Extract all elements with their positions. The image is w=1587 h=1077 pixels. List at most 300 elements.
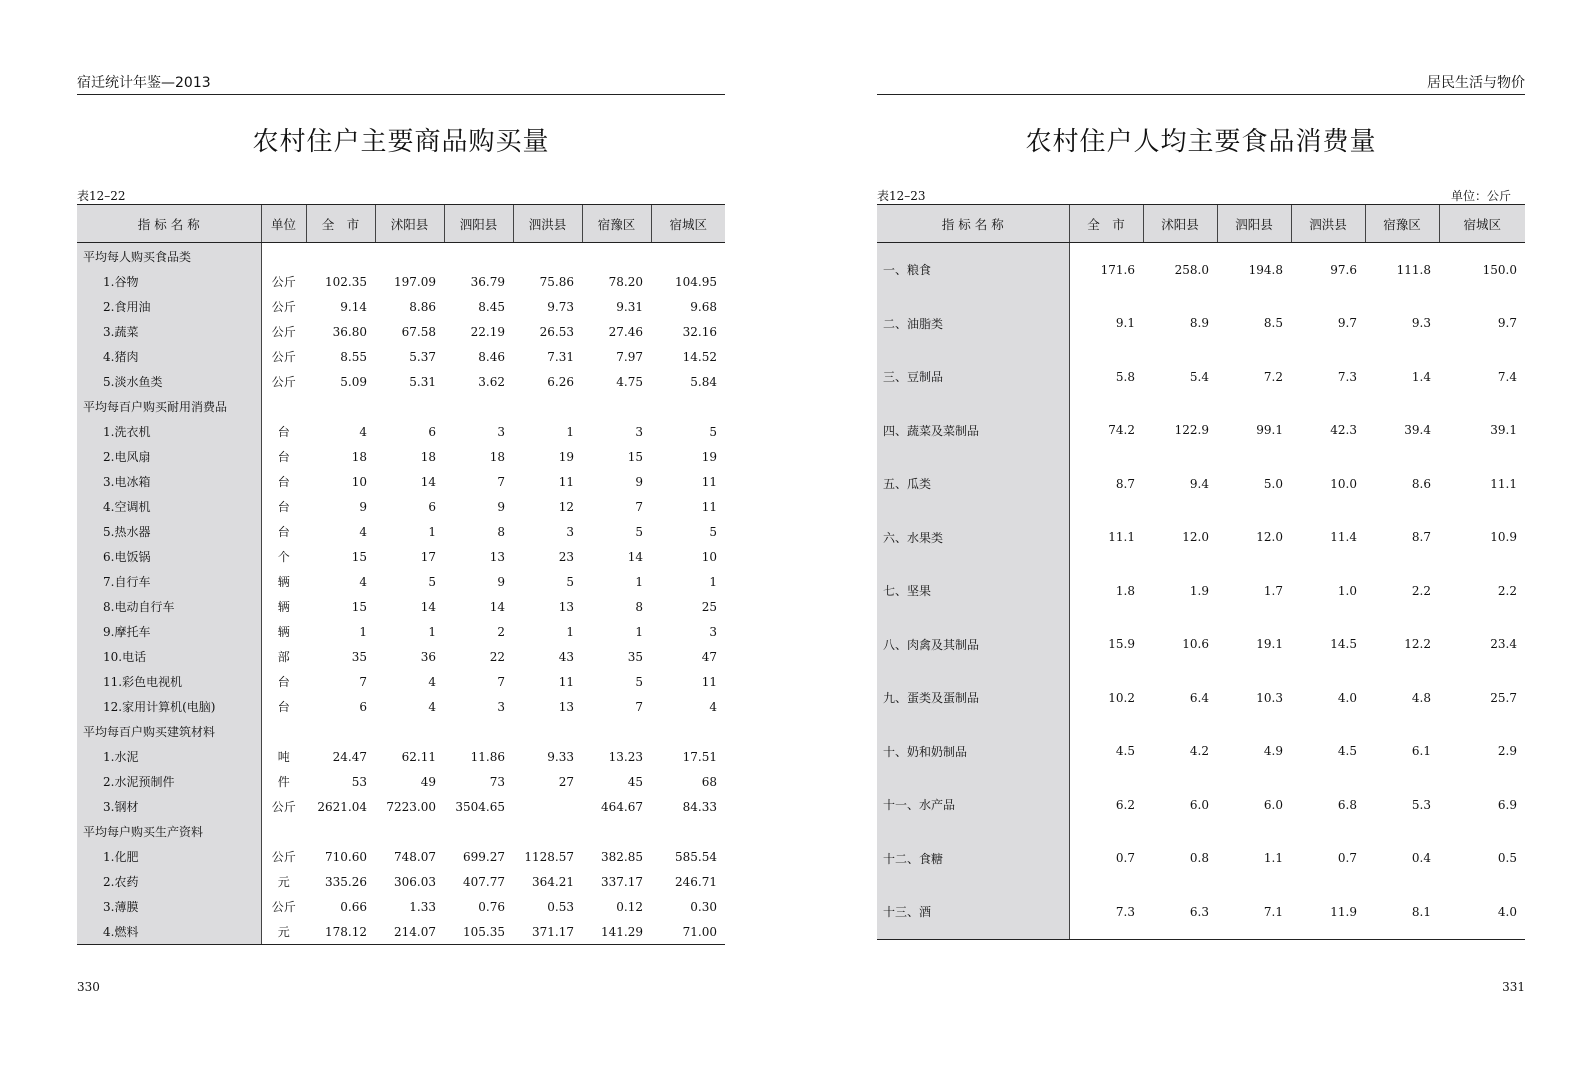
table-header-row <box>877 205 1525 243</box>
column-header: 沭阳县 <box>1143 205 1217 243</box>
value-cell: 17 <box>420 549 436 564</box>
value-cell: 4 <box>709 699 717 714</box>
value-cell: 11 <box>701 499 717 514</box>
value-cell: 14 <box>627 549 643 564</box>
value-cell: 49 <box>420 774 436 789</box>
value-cell <box>375 819 444 844</box>
indicator-name: 平均每户购买生产资料 <box>77 819 261 844</box>
unit-cell: 台 <box>277 525 290 539</box>
value-cell: 9.7 <box>1497 316 1517 331</box>
value-cell: 24.47 <box>332 749 367 764</box>
value-cell: 104.95 <box>675 274 717 289</box>
running-head-section: 居民生活与物价 <box>877 74 1525 95</box>
value-cell: 84.33 <box>682 799 717 814</box>
indicator-name: 二、油脂类 <box>877 297 1069 351</box>
unit-cell: 公斤 <box>271 900 296 914</box>
table-row <box>877 725 1525 779</box>
indicator-name: 5.热水器 <box>77 519 261 544</box>
value-cell: 23 <box>558 549 574 564</box>
value-cell: 4.9 <box>1263 744 1283 759</box>
value-cell: 9 <box>635 474 643 489</box>
value-cell: 10.9 <box>1490 530 1517 545</box>
value-cell: 9.14 <box>340 299 367 314</box>
value-cell: 18 <box>420 449 436 464</box>
value-cell: 8.46 <box>478 349 505 364</box>
unit-note: 单位：公斤 <box>1450 189 1511 203</box>
value-cell: 9 <box>497 499 505 514</box>
value-cell: 22.19 <box>470 324 505 339</box>
value-cell: 7 <box>497 474 505 489</box>
value-cell: 10 <box>351 474 367 489</box>
column-header: 泗洪县 <box>1291 205 1365 243</box>
value-cell: 9.68 <box>690 299 717 314</box>
value-cell: 19.1 <box>1256 637 1283 652</box>
value-cell <box>513 819 582 844</box>
value-cell: 337.17 <box>601 874 643 889</box>
value-cell: 407.77 <box>463 874 505 889</box>
table-row <box>77 444 725 469</box>
table-row <box>77 344 725 369</box>
value-cell: 5 <box>566 574 574 589</box>
value-cell: 11 <box>701 674 717 689</box>
value-cell: 8.86 <box>409 299 436 314</box>
indicator-name: 5.淡水鱼类 <box>77 369 261 394</box>
value-cell: 42.3 <box>1330 423 1357 438</box>
value-cell: 0.30 <box>690 899 717 914</box>
indicator-name: 11.彩色电视机 <box>77 669 261 694</box>
value-cell: 178.12 <box>306 919 375 945</box>
table-row <box>77 394 725 419</box>
value-cell: 6.8 <box>1337 797 1357 812</box>
value-cell: 68 <box>701 774 717 789</box>
value-cell: 14 <box>489 599 505 614</box>
indicator-name: 3.薄膜 <box>77 894 261 919</box>
value-cell: 6.0 <box>1263 797 1283 812</box>
value-cell: 5 <box>428 574 436 589</box>
value-cell: 335.26 <box>325 874 367 889</box>
table-row <box>77 544 725 569</box>
value-cell: 5 <box>635 674 643 689</box>
value-cell: 3.62 <box>478 374 505 389</box>
indicator-name: 9.摩托车 <box>77 619 261 644</box>
table-row <box>877 885 1525 939</box>
value-cell: 8.45 <box>478 299 505 314</box>
table-row <box>877 404 1525 458</box>
value-cell: 9.1 <box>1115 316 1135 331</box>
indicator-name: 三、豆制品 <box>877 350 1069 404</box>
value-cell: 45 <box>627 774 643 789</box>
value-cell: 1.7 <box>1263 583 1283 598</box>
indicator-name: 四、蔬菜及菜制品 <box>877 404 1069 458</box>
value-cell: 6 <box>428 424 436 439</box>
value-cell: 4.5 <box>1115 744 1135 759</box>
value-cell: 36 <box>420 649 436 664</box>
column-header: 全 市 <box>306 205 375 243</box>
value-cell: 5.37 <box>409 349 436 364</box>
unit-cell: 台 <box>277 425 290 439</box>
value-cell: 4.75 <box>616 374 643 389</box>
value-cell: 699.27 <box>463 849 505 864</box>
table-row <box>877 511 1525 565</box>
value-cell <box>444 243 513 270</box>
value-cell: 53 <box>351 774 367 789</box>
value-cell: 4.2 <box>1189 744 1209 759</box>
value-cell: 197.09 <box>394 274 436 289</box>
value-cell: 3 <box>635 424 643 439</box>
value-cell: 15.9 <box>1108 637 1135 652</box>
value-cell: 1128.57 <box>524 849 574 864</box>
value-cell: 15 <box>351 599 367 614</box>
indicator-name: 五、瓜类 <box>877 457 1069 511</box>
table-title: 农村住户人均主要食品消费量 <box>1025 127 1377 157</box>
value-cell: 47 <box>701 649 717 664</box>
column-header: 宿豫区 <box>582 205 651 243</box>
column-header: 指 标 名 称 <box>877 205 1069 243</box>
table-title: 农村住户主要商品购买量 <box>252 127 550 157</box>
unit-cell: 公斤 <box>271 275 296 289</box>
value-cell: 17.51 <box>682 749 717 764</box>
value-cell: 7 <box>635 499 643 514</box>
value-cell: 11 <box>701 474 717 489</box>
value-cell: 102.35 <box>325 274 367 289</box>
value-cell: 7.2 <box>1263 369 1283 384</box>
value-cell <box>444 394 513 419</box>
value-cell: 12 <box>558 499 574 514</box>
value-cell: 35 <box>351 649 367 664</box>
value-cell: 5.4 <box>1189 369 1209 384</box>
indicator-name: 平均每人购买食品类 <box>77 243 261 270</box>
indicator-name: 七、坚果 <box>877 564 1069 618</box>
column-header: 宿城区 <box>651 205 725 243</box>
value-cell: 4.5 <box>1337 744 1357 759</box>
indicator-name: 12.家用计算机(电脑) <box>77 694 261 719</box>
value-cell: 9.31 <box>616 299 643 314</box>
indicator-name: 十一、水产品 <box>877 778 1069 832</box>
column-header: 泗阳县 <box>1217 205 1291 243</box>
table-row <box>77 919 725 945</box>
unit-cell: 台 <box>277 475 290 489</box>
value-cell: 25.7 <box>1490 690 1517 705</box>
value-cell: 214.07 <box>375 919 444 945</box>
value-cell <box>651 819 725 844</box>
unit-cell: 台 <box>277 500 290 514</box>
table-row <box>877 564 1525 618</box>
value-cell: 0.8 <box>1189 851 1209 866</box>
unit-cell: 台 <box>277 450 290 464</box>
value-cell: 97.6 <box>1330 262 1357 277</box>
value-cell <box>582 719 651 744</box>
value-cell: 99.1 <box>1256 423 1283 438</box>
value-cell: 0.7 <box>1115 851 1135 866</box>
value-cell: 8.1 <box>1365 885 1439 939</box>
unit-cell: 吨 <box>277 750 290 764</box>
table-row <box>77 494 725 519</box>
value-cell: 105.35 <box>444 919 513 945</box>
value-cell: 11.1 <box>1490 476 1517 491</box>
value-cell: 1 <box>635 574 643 589</box>
value-cell: 9 <box>497 574 505 589</box>
value-cell: 0.12 <box>616 899 643 914</box>
value-cell: 36.80 <box>332 324 367 339</box>
value-cell: 0.5 <box>1497 851 1517 866</box>
value-cell: 1 <box>566 624 574 639</box>
value-cell <box>513 243 582 270</box>
value-cell <box>306 719 375 744</box>
value-cell: 10.3 <box>1256 690 1283 705</box>
page-number: 331 <box>1502 980 1525 994</box>
table-row <box>877 457 1525 511</box>
unit-cell: 元 <box>261 919 306 945</box>
table-row <box>77 794 725 819</box>
value-cell: 78.20 <box>608 274 643 289</box>
value-cell: 194.8 <box>1248 262 1283 277</box>
value-cell: 9.73 <box>547 299 574 314</box>
value-cell <box>375 243 444 270</box>
value-cell: 18 <box>489 449 505 464</box>
value-cell: 7223.00 <box>386 799 436 814</box>
value-cell: 1.33 <box>409 899 436 914</box>
value-cell: 3 <box>709 624 717 639</box>
value-cell: 6.2 <box>1115 797 1135 812</box>
table-row <box>77 569 725 594</box>
indicator-name: 7.自行车 <box>77 569 261 594</box>
unit-cell <box>261 243 306 270</box>
value-cell: 11 <box>558 674 574 689</box>
value-cell: 11.4 <box>1330 530 1357 545</box>
value-cell: 6 <box>428 499 436 514</box>
indicator-name: 1.化肥 <box>77 844 261 869</box>
value-cell: 4 <box>359 524 367 539</box>
unit-cell: 个 <box>277 550 290 564</box>
value-cell: 6.26 <box>547 374 574 389</box>
table-row <box>77 243 725 270</box>
value-cell: 11.86 <box>470 749 505 764</box>
value-cell: 0.66 <box>340 899 367 914</box>
unit-cell <box>261 819 306 844</box>
value-cell: 8.55 <box>340 349 367 364</box>
column-header: 沭阳县 <box>375 205 444 243</box>
column-header: 泗洪县 <box>513 205 582 243</box>
value-cell: 150.0 <box>1482 262 1517 277</box>
value-cell: 14 <box>420 474 436 489</box>
value-cell: 171.6 <box>1100 262 1135 277</box>
value-cell: 5.09 <box>340 374 367 389</box>
value-cell: 13 <box>558 699 574 714</box>
value-cell: 6.9 <box>1497 797 1517 812</box>
indicator-name: 6.电饭锅 <box>77 544 261 569</box>
indicator-name: 3.电冰箱 <box>77 469 261 494</box>
table-row <box>77 869 725 894</box>
unit-cell: 元 <box>277 875 290 889</box>
value-cell: 5 <box>709 524 717 539</box>
value-cell: 1.9 <box>1189 583 1209 598</box>
unit-cell: 公斤 <box>271 350 296 364</box>
value-cell: 75.86 <box>539 274 574 289</box>
value-cell: 5.8 <box>1115 369 1135 384</box>
table-row <box>77 719 725 744</box>
value-cell: 7 <box>497 674 505 689</box>
value-cell: 1 <box>359 624 367 639</box>
value-cell: 3504.65 <box>455 799 505 814</box>
value-cell: 2.9 <box>1497 744 1517 759</box>
indicator-name: 4.燃料 <box>77 919 261 945</box>
value-cell: 3 <box>497 699 505 714</box>
value-cell: 4.8 <box>1411 690 1431 705</box>
unit-cell: 部 <box>277 650 290 664</box>
value-cell <box>375 394 444 419</box>
value-cell: 258.0 <box>1174 262 1209 277</box>
indicator-name: 2.食用油 <box>77 294 261 319</box>
value-cell <box>444 719 513 744</box>
value-cell: 585.54 <box>675 849 717 864</box>
value-cell: 12.2 <box>1404 637 1431 652</box>
value-cell: 5.0 <box>1263 476 1283 491</box>
table-row <box>877 297 1525 351</box>
unit-cell: 公斤 <box>271 300 296 314</box>
value-cell <box>513 394 582 419</box>
value-cell: 23.4 <box>1490 637 1517 652</box>
value-cell: 15 <box>351 549 367 564</box>
value-cell: 14.52 <box>682 349 717 364</box>
value-cell: 27 <box>558 774 574 789</box>
value-cell: 22 <box>489 649 505 664</box>
table-row <box>877 778 1525 832</box>
indicator-name: 10.电话 <box>77 644 261 669</box>
value-cell: 6 <box>359 699 367 714</box>
value-cell: 1 <box>709 574 717 589</box>
value-cell: 32.16 <box>682 324 717 339</box>
value-cell <box>582 243 651 270</box>
value-cell: 9 <box>359 499 367 514</box>
value-cell: 8.6 <box>1411 476 1431 491</box>
column-header: 泗阳县 <box>444 205 513 243</box>
table-row <box>77 894 725 919</box>
unit-cell: 台 <box>277 675 290 689</box>
value-cell: 25 <box>701 599 717 614</box>
value-cell: 0.76 <box>478 899 505 914</box>
value-cell: 39.1 <box>1490 423 1517 438</box>
value-cell: 4.0 <box>1439 885 1525 939</box>
value-cell <box>651 243 725 270</box>
value-cell: 1.0 <box>1337 583 1357 598</box>
indicator-name: 九、蛋类及蛋制品 <box>877 671 1069 725</box>
value-cell: 0.53 <box>547 899 574 914</box>
value-cell: 10.6 <box>1182 637 1209 652</box>
value-cell: 371.17 <box>513 919 582 945</box>
value-cell: 141.29 <box>582 919 651 945</box>
value-cell: 5 <box>635 524 643 539</box>
value-cell: 5.3 <box>1411 797 1431 812</box>
indicator-name: 一、粮食 <box>877 243 1069 297</box>
value-cell <box>651 394 725 419</box>
value-cell: 62.11 <box>401 749 436 764</box>
value-cell: 13 <box>489 549 505 564</box>
value-cell: 18 <box>351 449 367 464</box>
value-cell: 7 <box>359 674 367 689</box>
value-cell: 8 <box>635 599 643 614</box>
value-cell: 15 <box>627 449 643 464</box>
value-cell: 6.4 <box>1189 690 1209 705</box>
indicator-name: 十、奶和奶制品 <box>877 725 1069 779</box>
value-cell: 10.0 <box>1330 476 1357 491</box>
unit-cell <box>261 394 306 419</box>
value-cell: 13.23 <box>608 749 643 764</box>
value-cell: 1 <box>428 624 436 639</box>
value-cell: 306.03 <box>394 874 436 889</box>
indicator-name: 十三、酒 <box>877 885 1069 939</box>
table-number: 表12–22 <box>77 189 126 203</box>
value-cell: 111.8 <box>1396 262 1431 277</box>
value-cell: 14.5 <box>1330 637 1357 652</box>
value-cell: 67.58 <box>401 324 436 339</box>
value-cell: 8.9 <box>1189 316 1209 331</box>
table-header-row <box>77 205 725 243</box>
value-cell: 710.60 <box>325 849 367 864</box>
value-cell: 71.00 <box>651 919 725 945</box>
value-cell: 11.1 <box>1108 530 1135 545</box>
value-cell: 9.33 <box>547 749 574 764</box>
value-cell: 8.7 <box>1115 476 1135 491</box>
value-cell <box>651 719 725 744</box>
table-row <box>77 594 725 619</box>
indicator-name: 3.蔬菜 <box>77 319 261 344</box>
value-cell: 26.53 <box>539 324 574 339</box>
table-row <box>77 669 725 694</box>
indicator-name: 4.猪肉 <box>77 344 261 369</box>
value-cell: 43 <box>558 649 574 664</box>
unit-cell: 公斤 <box>271 375 296 389</box>
table-row <box>877 243 1525 297</box>
value-cell: 0.4 <box>1411 851 1431 866</box>
table-row <box>77 744 725 769</box>
value-cell: 9.4 <box>1189 476 1209 491</box>
indicator-name: 2.农药 <box>77 869 261 894</box>
table-row <box>77 269 725 294</box>
value-cell: 6.3 <box>1143 885 1217 939</box>
value-cell: 7.1 <box>1217 885 1291 939</box>
value-cell: 2621.04 <box>317 799 367 814</box>
value-cell: 8.5 <box>1263 316 1283 331</box>
value-cell: 464.67 <box>601 799 643 814</box>
unit-cell: 台 <box>277 700 290 714</box>
value-cell: 12.0 <box>1182 530 1209 545</box>
value-cell: 10.2 <box>1108 690 1135 705</box>
value-cell: 35 <box>627 649 643 664</box>
value-cell: 6.0 <box>1189 797 1209 812</box>
page-number: 330 <box>77 980 100 994</box>
value-cell: 246.71 <box>675 874 717 889</box>
column-header: 宿豫区 <box>1365 205 1439 243</box>
table-row <box>77 769 725 794</box>
table-row <box>77 469 725 494</box>
value-cell: 39.4 <box>1404 423 1431 438</box>
right-page <box>877 0 1525 1077</box>
value-cell: 1.1 <box>1263 851 1283 866</box>
unit-cell: 辆 <box>277 625 290 639</box>
column-header: 全 市 <box>1069 205 1143 243</box>
value-cell: 7.3 <box>1337 369 1357 384</box>
value-cell: 1 <box>566 424 574 439</box>
value-cell: 1.8 <box>1115 583 1135 598</box>
unit-cell: 公斤 <box>271 325 296 339</box>
table-row <box>77 294 725 319</box>
value-cell <box>306 394 375 419</box>
table-row <box>77 844 725 869</box>
value-cell <box>444 819 513 844</box>
value-cell: 4 <box>359 574 367 589</box>
value-cell: 7.97 <box>616 349 643 364</box>
indicator-name: 1.谷物 <box>77 269 261 294</box>
